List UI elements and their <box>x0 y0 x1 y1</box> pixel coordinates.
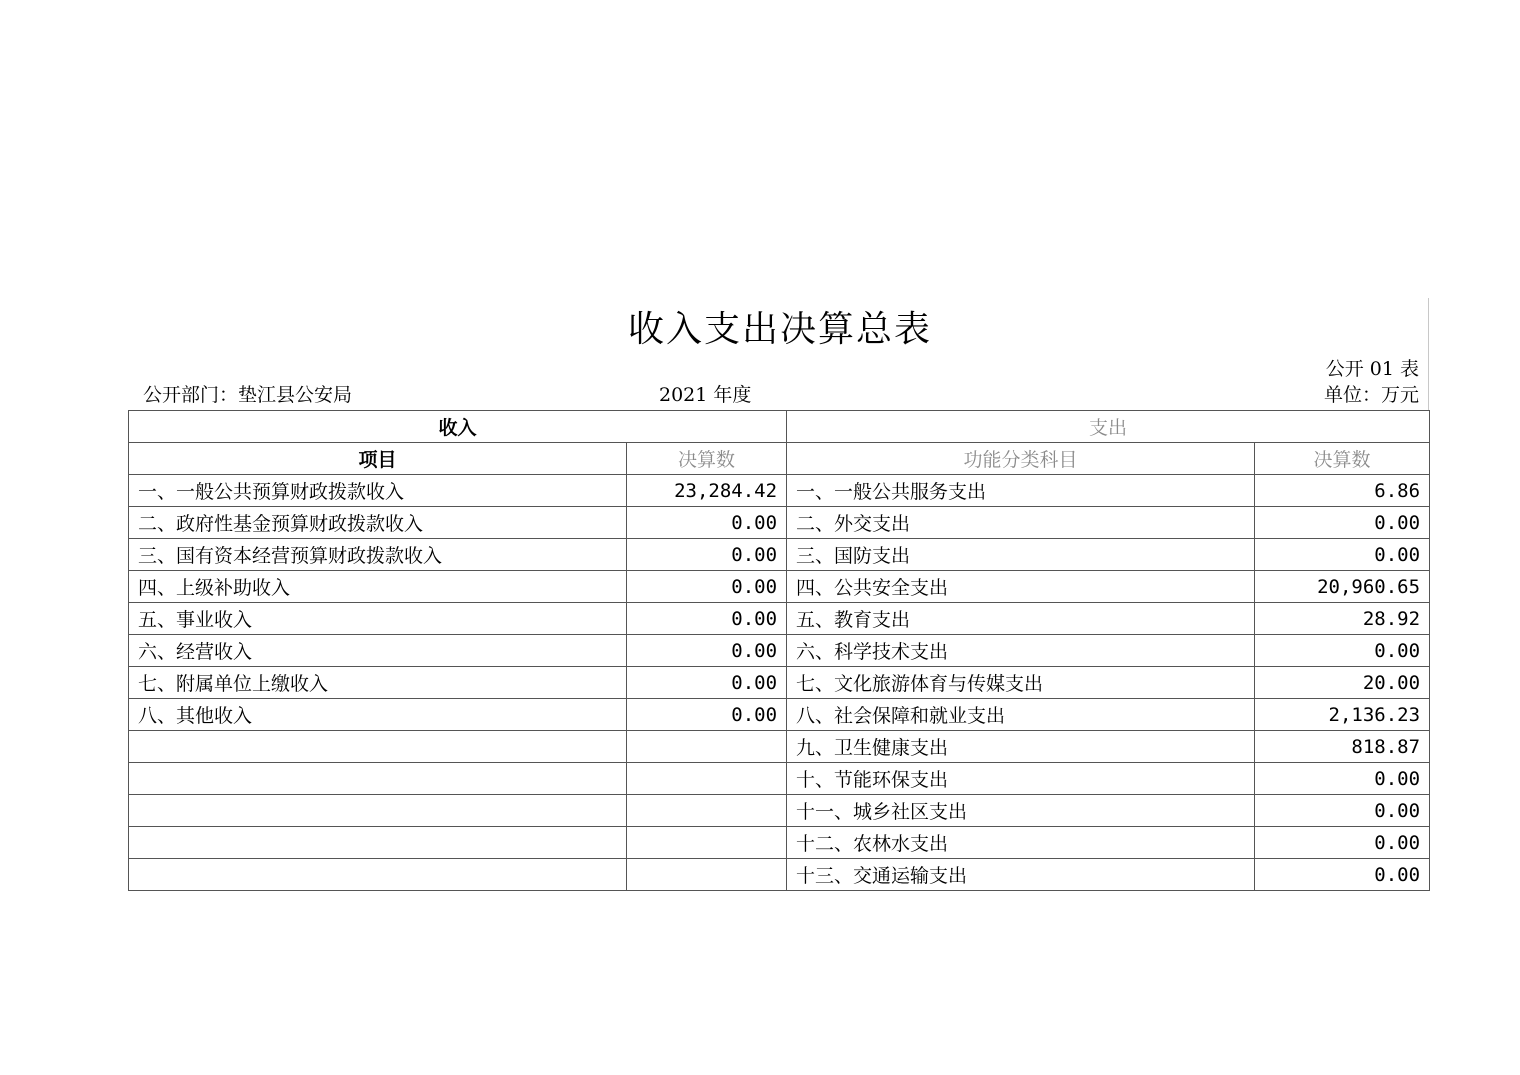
expense-item-cell: 七、文化旅游体育与传媒支出 <box>787 667 1255 699</box>
income-item-cell <box>129 763 627 795</box>
income-item-cell: 五、事业收入 <box>129 603 627 635</box>
table-row <box>129 603 1430 635</box>
income-item-cell: 七、附属单位上缴收入 <box>129 667 627 699</box>
department-label: 公开部门：垫江县公安局 <box>143 384 353 406</box>
expense-item-cell: 十三、交通运输支出 <box>787 859 1255 891</box>
income-amount-cell <box>627 827 787 859</box>
year-label: 2021 年度 <box>659 384 752 406</box>
table-number: 公开 01 表 <box>1325 358 1419 380</box>
expense-item-cell: 四、公共安全支出 <box>787 571 1255 603</box>
page-title: 收入支出决算总表 <box>627 309 932 350</box>
income-item-cell: 二、政府性基金预算财政拨款收入 <box>129 507 627 539</box>
income-amount-cell: 0.00 <box>627 603 787 635</box>
table-header-row-2 <box>129 443 1430 475</box>
income-amount-header: 决算数 <box>627 443 787 475</box>
income-amount-cell: 23,284.42 <box>627 475 787 507</box>
expense-amount-cell: 0.00 <box>1255 507 1430 539</box>
expense-amount-cell: 6.86 <box>1255 475 1430 507</box>
income-amount-cell: 0.00 <box>627 571 787 603</box>
expense-item-cell: 六、科学技术支出 <box>787 635 1255 667</box>
item-header: 项目 <box>129 443 627 475</box>
table-row <box>129 571 1430 603</box>
expense-item-cell: 八、社会保障和就业支出 <box>787 699 1255 731</box>
table-row <box>129 859 1430 891</box>
income-item-cell: 一、一般公共预算财政拨款收入 <box>129 475 627 507</box>
function-class-header: 功能分类科目 <box>787 443 1255 475</box>
income-item-cell <box>129 795 627 827</box>
expense-item-cell: 三、国防支出 <box>787 539 1255 571</box>
expense-amount-cell: 0.00 <box>1255 763 1430 795</box>
table-row <box>129 539 1430 571</box>
income-item-cell <box>129 827 627 859</box>
income-amount-cell <box>627 731 787 763</box>
table-header-row-1 <box>129 411 1430 443</box>
expense-amount-cell: 0.00 <box>1255 827 1430 859</box>
income-amount-cell <box>627 859 787 891</box>
expense-item-cell: 十、节能环保支出 <box>787 763 1255 795</box>
expense-amount-cell: 0.00 <box>1255 859 1430 891</box>
expense-header: 支出 <box>787 411 1430 443</box>
expense-amount-cell: 28.92 <box>1255 603 1430 635</box>
expense-item-cell: 五、教育支出 <box>787 603 1255 635</box>
table-row <box>129 635 1430 667</box>
income-amount-cell: 0.00 <box>627 507 787 539</box>
income-amount-cell: 0.00 <box>627 635 787 667</box>
table-row <box>129 763 1430 795</box>
income-amount-cell <box>627 795 787 827</box>
income-amount-cell <box>627 763 787 795</box>
expense-amount-cell: 20,960.65 <box>1255 571 1430 603</box>
table-row <box>129 475 1430 507</box>
expense-amount-cell: 2,136.23 <box>1255 699 1430 731</box>
income-item-cell: 三、国有资本经营预算财政拨款收入 <box>129 539 627 571</box>
table-row <box>129 667 1430 699</box>
expense-amount-cell: 0.00 <box>1255 795 1430 827</box>
income-item-cell: 六、经营收入 <box>129 635 627 667</box>
expense-amount-cell: 0.00 <box>1255 539 1430 571</box>
expense-amount-header: 决算数 <box>1255 443 1430 475</box>
income-amount-cell: 0.00 <box>627 539 787 571</box>
income-item-cell: 四、上级补助收入 <box>129 571 627 603</box>
expense-item-cell: 十一、城乡社区支出 <box>787 795 1255 827</box>
income-expense-table <box>128 410 1430 891</box>
expense-amount-cell: 20.00 <box>1255 667 1430 699</box>
expense-amount-cell: 0.00 <box>1255 635 1430 667</box>
expense-item-cell: 一、一般公共服务支出 <box>787 475 1255 507</box>
table-row <box>129 731 1430 763</box>
table-row <box>129 827 1430 859</box>
expense-item-cell: 十二、农林水支出 <box>787 827 1255 859</box>
income-amount-cell: 0.00 <box>627 667 787 699</box>
income-item-cell <box>129 859 627 891</box>
income-item-cell <box>129 731 627 763</box>
table-row <box>129 795 1430 827</box>
income-header: 收入 <box>129 411 787 443</box>
expense-item-cell: 二、外交支出 <box>787 507 1255 539</box>
unit-label: 单位：万元 <box>1323 384 1419 406</box>
expense-amount-cell: 818.87 <box>1255 731 1430 763</box>
table-row <box>129 507 1430 539</box>
income-item-cell: 八、其他收入 <box>129 699 627 731</box>
expense-item-cell: 九、卫生健康支出 <box>787 731 1255 763</box>
income-amount-cell: 0.00 <box>627 699 787 731</box>
table-row <box>129 699 1430 731</box>
